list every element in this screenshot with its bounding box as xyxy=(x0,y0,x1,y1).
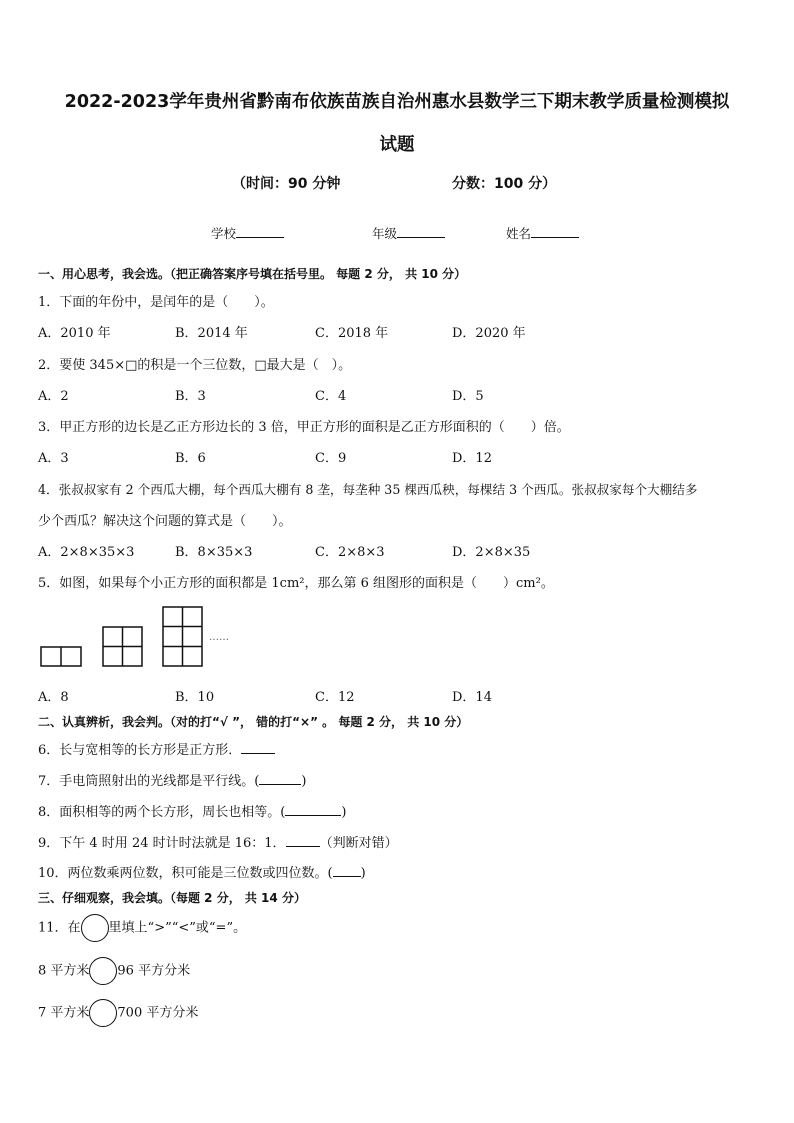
q5-option-c[interactable]: C．12 xyxy=(315,690,355,705)
name-field xyxy=(506,224,579,242)
q4-option-c[interactable]: C．2×8×3 xyxy=(315,545,385,560)
question-9: 9．下午 4 时用 24 时计时法就是 16：1． （判断对错） xyxy=(38,836,398,851)
q2-option-b[interactable]: B．3 xyxy=(175,389,206,404)
q9-answer-blank[interactable] xyxy=(286,835,320,847)
q3-option-c[interactable]: C．9 xyxy=(315,451,347,466)
question-6: 6．长与宽相等的长方形是正方形． xyxy=(38,739,275,758)
question-10: 10．两位数乘两位数，积可能是三位数或四位数。( ) xyxy=(38,866,366,881)
q10-answer-blank[interactable] xyxy=(333,865,361,877)
pattern-3 xyxy=(163,607,202,666)
q2-option-a[interactable]: A．2 xyxy=(38,389,69,404)
question-1: 1．下面的年份中，是闰年的是（ ）。 xyxy=(38,295,274,310)
q3-option-a[interactable]: A．3 xyxy=(38,451,69,466)
q11-row-2: 7 平方米 700 平方分米 xyxy=(38,999,198,1027)
q4-option-b[interactable]: B．8×35×3 xyxy=(175,545,253,560)
question-4-line2: 少个西瓜？解决这个问题的算式是（ ）。 xyxy=(38,514,292,529)
grade-blank[interactable] xyxy=(397,225,445,238)
pattern-1 xyxy=(41,647,81,666)
question-2: 2．要使 345×□的积是一个三位数，□最大是（ ）。 xyxy=(38,358,352,373)
q5-option-a[interactable]: A．8 xyxy=(38,690,69,705)
q5-option-d[interactable]: D．14 xyxy=(452,690,492,705)
q4-option-d[interactable]: D．2×8×35 xyxy=(452,545,531,560)
grade-label: 年级 xyxy=(372,226,398,241)
question-8: 8．面积相等的两个长方形，周长也相等。( ) xyxy=(38,805,347,820)
section1-heading: 一、用心思考，我会选。（把正确答案序号填在括号里。 每题 2 分， 共 10 分） xyxy=(38,267,467,281)
question-3: 3．甲正方形的边长是乙正方形边长的 3 倍，甲正方形的面积是乙正方形面积的（ ）倍。 xyxy=(38,420,570,435)
q11-row-1: 8 平方米 96 平方分米 xyxy=(38,957,190,985)
q4-option-a[interactable]: A．2×8×35×3 xyxy=(38,545,135,560)
q2-option-c[interactable]: C．4 xyxy=(315,389,347,404)
q3-option-b[interactable]: B．6 xyxy=(175,451,206,466)
q5-ellipsis: …… xyxy=(209,632,229,643)
school-field xyxy=(211,224,284,242)
question-7: 7．手电筒照射出的光线都是平行线。( ) xyxy=(38,774,307,789)
q11-row1-answer-circle[interactable] xyxy=(89,957,117,985)
school-blank[interactable] xyxy=(236,225,284,238)
q5-option-b[interactable]: B．10 xyxy=(175,690,215,705)
q8-answer-blank[interactable] xyxy=(285,804,341,816)
question-4: 4．张叔叔家有 2 个西瓜大棚，每个西瓜大棚有 8 垄，每垄种 35 棵西瓜秧，每棵结 3 个西瓜。张叔叔家每个大棚结多 xyxy=(38,482,698,497)
question-5: 5．如图，如果每个小正方形的面积都是 1cm²，那么第 6 组图形的面积是（ ）cm²。 xyxy=(38,576,554,591)
page-title: 2022-2023学年贵州省黔南布依族苗族自治州惠水县数学三下期末教学质量检测模拟 xyxy=(64,92,730,112)
section2-heading: 二、认真辨析，我会判。（对的打“√ ”， 错的打“×” 。 每题 2 分， 共 10 分） xyxy=(38,715,469,729)
q1-option-c[interactable]: C．2018 年 xyxy=(315,326,389,341)
q5-figure xyxy=(38,604,208,670)
exam-time: （时间：90 分钟 xyxy=(232,176,341,192)
section3-heading: 三、仔细观察，我会填。（每题 2 分， 共 14 分） xyxy=(38,891,306,905)
q1-option-b[interactable]: B．2014 年 xyxy=(175,326,248,341)
q6-answer-blank[interactable] xyxy=(241,742,275,754)
name-label: 姓名 xyxy=(506,226,532,241)
pattern-2 xyxy=(103,627,142,666)
page-title-line2: 试题 xyxy=(379,135,415,155)
q11-row2-answer-circle[interactable] xyxy=(89,999,117,1027)
q7-answer-blank[interactable] xyxy=(259,773,301,785)
q2-option-d[interactable]: D．5 xyxy=(452,389,484,404)
name-blank[interactable] xyxy=(531,225,579,238)
q1-option-a[interactable]: A．2010 年 xyxy=(38,326,111,341)
q11-example-circle xyxy=(81,914,109,942)
exam-score: 分数：100 分） xyxy=(452,176,557,192)
q3-option-d[interactable]: D．12 xyxy=(452,451,492,466)
q1-option-d[interactable]: D．2020 年 xyxy=(452,326,526,341)
school-label: 学校 xyxy=(211,226,237,241)
grade-field xyxy=(372,224,445,242)
question-11: 11．在 里填上“>”“<”或“=”。 xyxy=(38,914,246,942)
